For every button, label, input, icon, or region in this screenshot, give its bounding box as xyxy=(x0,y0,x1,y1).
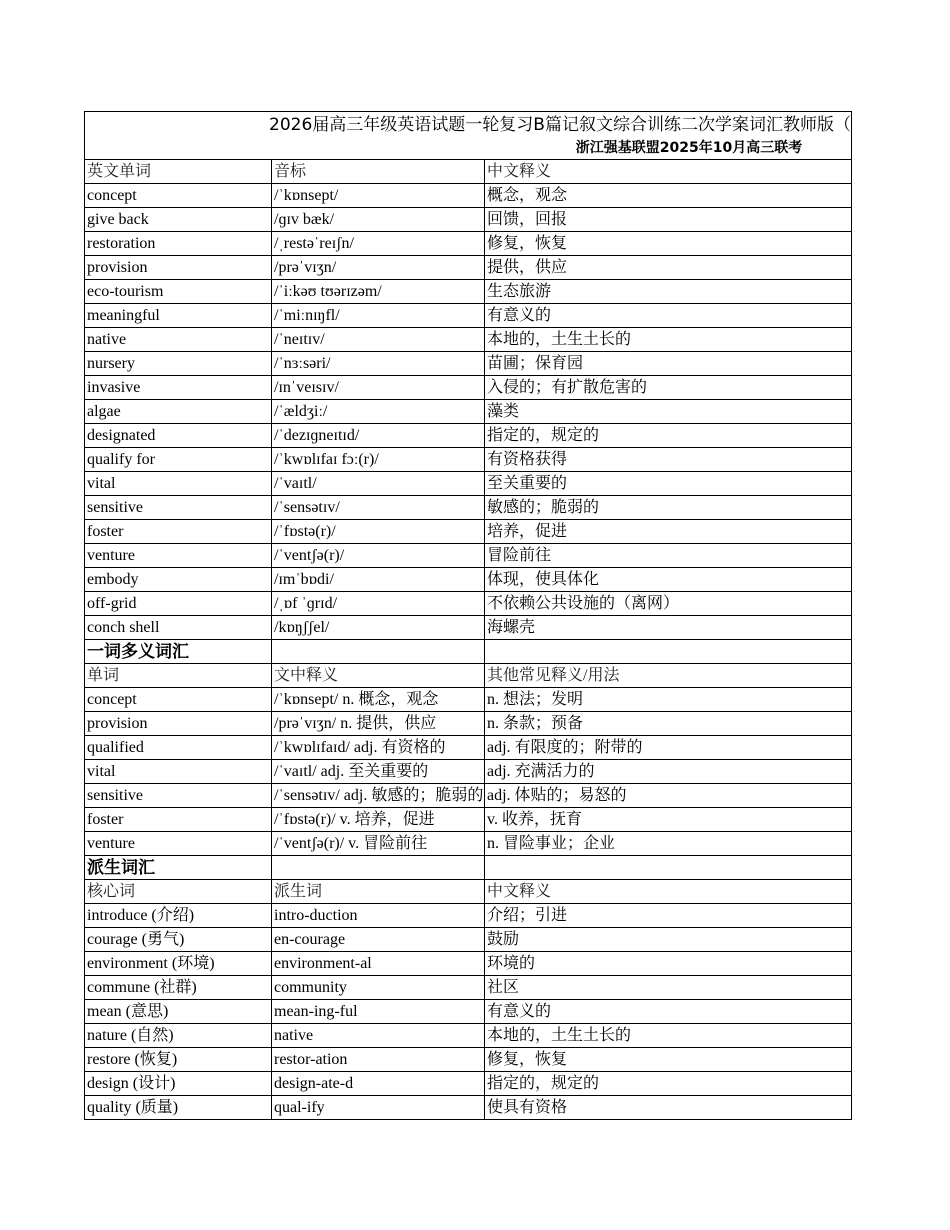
table-cell: quality (质量) xyxy=(85,1096,272,1120)
table-cell: /ˈvaɪtl/ adj. 至关重要的 xyxy=(272,760,485,784)
table-row xyxy=(85,328,852,352)
table-cell: restor-ation xyxy=(272,1048,485,1072)
table-cell: design (设计) xyxy=(85,1072,272,1096)
table-cell: algae xyxy=(85,400,272,424)
table-cell xyxy=(272,640,485,664)
table-row xyxy=(85,1048,852,1072)
table-cell: 体现，使具体化 xyxy=(485,568,852,592)
table-cell: 指定的，规定的 xyxy=(485,424,852,448)
table-cell: /ˈkwɒlɪfaɪd/ adj. 有资格的 xyxy=(272,736,485,760)
table-cell: en-courage xyxy=(272,928,485,952)
table-cell: 提供，供应 xyxy=(485,256,852,280)
table-row xyxy=(85,352,852,376)
table-cell: design-ate-d xyxy=(272,1072,485,1096)
table-cell: /ˈventʃə(r)/ v. 冒险前往 xyxy=(272,832,485,856)
table-cell: provision xyxy=(85,712,272,736)
table-cell: 入侵的；有扩散危害的 xyxy=(485,376,852,400)
table-cell: /prəˈvɪʒn/ n. 提供，供应 xyxy=(272,712,485,736)
table-cell: /kɒŋʃʃel/ xyxy=(272,616,485,640)
table-cell: meaningful xyxy=(85,304,272,328)
table-cell: foster xyxy=(85,808,272,832)
table-cell: sensitive xyxy=(85,496,272,520)
table-cell: environment-al xyxy=(272,952,485,976)
table-cell: 敏感的；脆弱的 xyxy=(485,496,852,520)
table-cell: 社区 xyxy=(485,976,852,1000)
header-row xyxy=(85,880,852,904)
table-cell: 鼓励 xyxy=(485,928,852,952)
table-cell: 概念，观念 xyxy=(485,184,852,208)
table-cell: /ɡɪv bæk/ xyxy=(272,208,485,232)
table-cell: sensitive xyxy=(85,784,272,808)
subtitle-row xyxy=(85,137,852,160)
table-cell: 生态旅游 xyxy=(485,280,852,304)
table-cell: venture xyxy=(85,544,272,568)
table-row xyxy=(85,784,852,808)
table-cell: qualified xyxy=(85,736,272,760)
table-row xyxy=(85,712,852,736)
table-cell: /ˈmiːnɪŋfl/ xyxy=(272,304,485,328)
section-row xyxy=(85,640,852,664)
table-cell: provision xyxy=(85,256,272,280)
table-row xyxy=(85,280,852,304)
table-cell: /ɪmˈbɒdi/ xyxy=(272,568,485,592)
table-row xyxy=(85,376,852,400)
table-cell xyxy=(485,856,852,880)
table-row xyxy=(85,448,852,472)
column-header: 文中释义 xyxy=(272,664,485,688)
table-row xyxy=(85,1024,852,1048)
table-cell: 不依赖公共设施的（离网） xyxy=(485,592,852,616)
column-header: 中文释义 xyxy=(485,160,852,184)
table-cell: vital xyxy=(85,760,272,784)
table-cell: eco-tourism xyxy=(85,280,272,304)
table-cell: /ˈkɒnsept/ n. 概念，观念 xyxy=(272,688,485,712)
table-cell: introduce (介绍) xyxy=(85,904,272,928)
table-cell: 海螺壳 xyxy=(485,616,852,640)
table-cell: commune (社群) xyxy=(85,976,272,1000)
table-cell: n. 冒险事业；企业 xyxy=(485,832,852,856)
table-cell: adj. 有限度的；附带的 xyxy=(485,736,852,760)
header-row xyxy=(85,160,852,184)
table-cell: /ˈnɜːsəri/ xyxy=(272,352,485,376)
table-cell: nature (自然) xyxy=(85,1024,272,1048)
table-cell: /prəˈvɪʒn/ xyxy=(272,256,485,280)
table-row xyxy=(85,952,852,976)
table-cell: 环境的 xyxy=(485,952,852,976)
table-cell: restoration xyxy=(85,232,272,256)
table-row xyxy=(85,208,852,232)
table-cell: mean-ing-ful xyxy=(272,1000,485,1024)
table-row xyxy=(85,520,852,544)
table-cell: mean (意思) xyxy=(85,1000,272,1024)
table-cell: native xyxy=(272,1024,485,1048)
sheet-subtitle: 浙江强基联盟2025年10月高三联考 xyxy=(575,140,803,156)
table-cell: environment (环境) xyxy=(85,952,272,976)
table-row xyxy=(85,808,852,832)
table-cell: /ˈfɒstə(r)/ xyxy=(272,520,485,544)
column-header: 中文释义 xyxy=(485,880,852,904)
table-cell: adj. 充满活力的 xyxy=(485,760,852,784)
title-row xyxy=(85,112,852,138)
table-cell: 至关重要的 xyxy=(485,472,852,496)
table-cell: off-grid xyxy=(85,592,272,616)
table-cell: invasive xyxy=(85,376,272,400)
table-cell: 苗圃；保育园 xyxy=(485,352,852,376)
table-cell: /ˈkɒnsept/ xyxy=(272,184,485,208)
table-cell: /ˌɒf ˈɡrɪd/ xyxy=(272,592,485,616)
table-cell: /ˈældʒiː/ xyxy=(272,400,485,424)
table-row xyxy=(85,568,852,592)
table-cell: restore (恢复) xyxy=(85,1048,272,1072)
table-row xyxy=(85,400,852,424)
vocab-table xyxy=(84,111,852,1120)
table-cell: 回馈，回报 xyxy=(485,208,852,232)
table-cell: /ɪnˈveɪsɪv/ xyxy=(272,376,485,400)
column-header: 音标 xyxy=(272,160,485,184)
table-row xyxy=(85,472,852,496)
table-row xyxy=(85,688,852,712)
section-row xyxy=(85,856,852,880)
table-row xyxy=(85,1096,852,1120)
table-cell: 指定的，规定的 xyxy=(485,1072,852,1096)
table-cell xyxy=(485,640,852,664)
table-row xyxy=(85,1000,852,1024)
table-row xyxy=(85,928,852,952)
table-cell: embody xyxy=(85,568,272,592)
table-cell: 本地的，土生土长的 xyxy=(485,1024,852,1048)
table-row xyxy=(85,496,852,520)
table-cell: /ˈsensətɪv/ adj. 敏感的；脆弱的 xyxy=(272,784,485,808)
vocab-sheet xyxy=(84,111,851,1120)
table-cell: /ˈventʃə(r)/ xyxy=(272,544,485,568)
table-cell: native xyxy=(85,328,272,352)
column-header: 核心词 xyxy=(85,880,272,904)
table-cell: /ˈkwɒlɪfaɪ fɔː(r)/ xyxy=(272,448,485,472)
table-cell: 有资格获得 xyxy=(485,448,852,472)
table-row xyxy=(85,1072,852,1096)
table-cell: 本地的，土生土长的 xyxy=(485,328,852,352)
table-cell: give back xyxy=(85,208,272,232)
table-row xyxy=(85,304,852,328)
table-cell: community xyxy=(272,976,485,1000)
table-row xyxy=(85,904,852,928)
column-header: 单词 xyxy=(85,664,272,688)
table-cell: courage (勇气) xyxy=(85,928,272,952)
column-header: 派生词 xyxy=(272,880,485,904)
table-cell: /ˈiːkəʊ tʊərɪzəm/ xyxy=(272,280,485,304)
sheet-title: 2026届高三年级英语试题一轮复习B篇记叙文综合训练二次学案词汇教师版（ xyxy=(269,114,851,135)
table-cell: designated xyxy=(85,424,272,448)
table-cell: nursery xyxy=(85,352,272,376)
table-cell: 修复，恢复 xyxy=(485,1048,852,1072)
table-cell: 介绍；引进 xyxy=(485,904,852,928)
table-cell: foster xyxy=(85,520,272,544)
table-cell xyxy=(272,856,485,880)
column-header: 英文单词 xyxy=(85,160,272,184)
table-cell: qual-ify xyxy=(272,1096,485,1120)
column-header: 其他常见释义/用法 xyxy=(485,664,852,688)
section-title: 派生词汇 xyxy=(85,856,272,880)
table-cell: v. 收养，抚育 xyxy=(485,808,852,832)
table-cell: 培养，促进 xyxy=(485,520,852,544)
table-cell: 冒险前往 xyxy=(485,544,852,568)
table-row xyxy=(85,544,852,568)
table-cell: concept xyxy=(85,688,272,712)
table-cell: n. 想法；发明 xyxy=(485,688,852,712)
table-cell: conch shell xyxy=(85,616,272,640)
table-row xyxy=(85,232,852,256)
table-cell: 藻类 xyxy=(485,400,852,424)
table-cell: /ˈfɒstə(r)/ v. 培养，促进 xyxy=(272,808,485,832)
table-cell: qualify for xyxy=(85,448,272,472)
table-cell: /ˈneɪtɪv/ xyxy=(272,328,485,352)
table-row xyxy=(85,760,852,784)
table-row xyxy=(85,256,852,280)
table-row xyxy=(85,976,852,1000)
table-cell: adj. 体贴的；易怒的 xyxy=(485,784,852,808)
table-cell: /ˈvaɪtl/ xyxy=(272,472,485,496)
table-cell: concept xyxy=(85,184,272,208)
table-cell: /ˈdezɪɡneɪtɪd/ xyxy=(272,424,485,448)
table-cell: 修复，恢复 xyxy=(485,232,852,256)
table-row xyxy=(85,184,852,208)
table-cell: /ˈsensətɪv/ xyxy=(272,496,485,520)
table-cell: 使具有资格 xyxy=(485,1096,852,1120)
header-row xyxy=(85,664,852,688)
table-row xyxy=(85,424,852,448)
table-row xyxy=(85,592,852,616)
table-cell: n. 条款；预备 xyxy=(485,712,852,736)
table-row xyxy=(85,832,852,856)
table-cell: /ˌrestəˈreɪʃn/ xyxy=(272,232,485,256)
table-cell: 有意义的 xyxy=(485,1000,852,1024)
table-row xyxy=(85,736,852,760)
table-cell: intro-duction xyxy=(272,904,485,928)
table-row xyxy=(85,616,852,640)
table-cell: 有意义的 xyxy=(485,304,852,328)
table-cell: vital xyxy=(85,472,272,496)
section-title: 一词多义词汇 xyxy=(85,640,272,664)
table-cell: venture xyxy=(85,832,272,856)
